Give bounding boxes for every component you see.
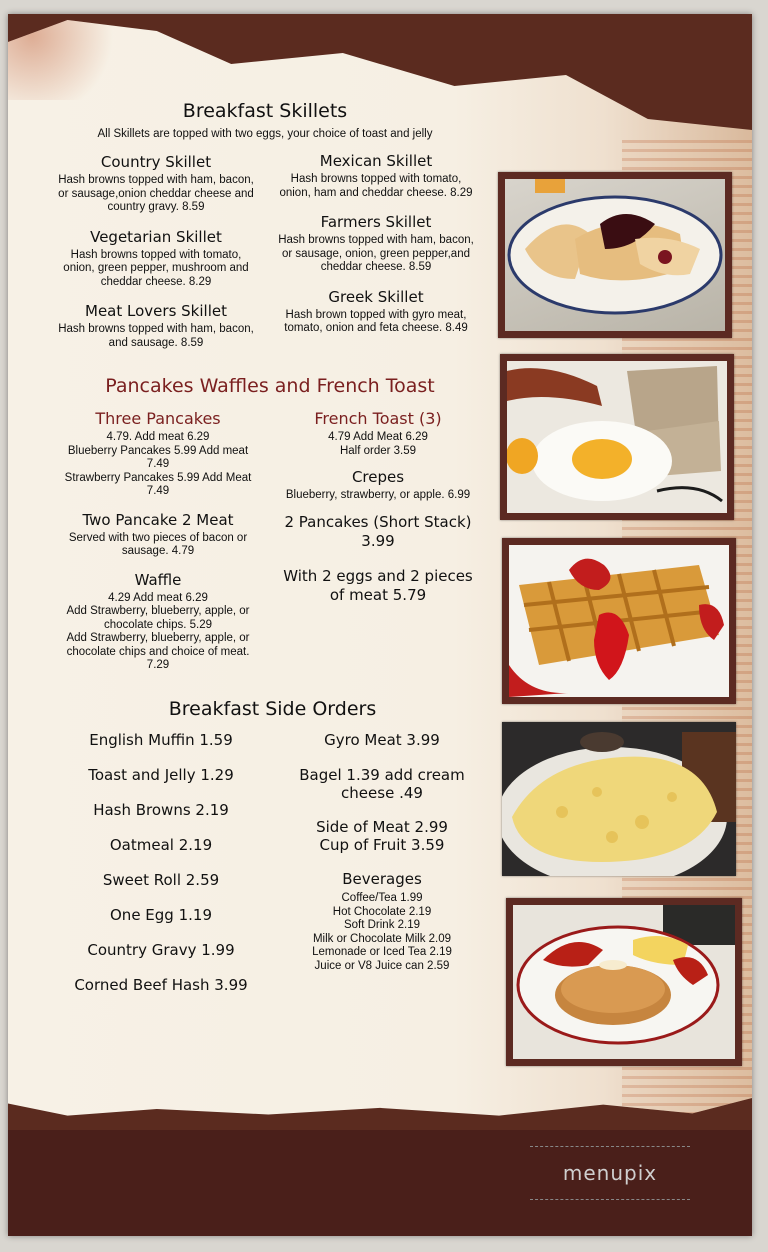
beverage-item: Soft Drink 2.19: [343, 919, 421, 931]
item-desc: Hash brown topped with gyro meat, tomato, onion and feta cheese. 8.49: [284, 308, 468, 334]
photo-eggs-bacon-toast: [500, 354, 734, 520]
photo-omelette: [502, 722, 736, 876]
omelette-illustration: [502, 722, 736, 876]
item-desc-line: Strawberry Pancakes 5.99 Add Meat 7.49: [64, 471, 252, 497]
beverage-item: Lemonade or Iced Tea 2.19: [312, 946, 452, 958]
item-desc-line: 4.79 Add Meat 6.29: [328, 431, 428, 443]
side-item: Corned Beef Hash 3.99: [74, 976, 248, 994]
photo-pancake-breakfast: [506, 898, 742, 1066]
item-desc-line: Add Strawberry, blueberry, apple, or chocolate chips and choice of meat. 7.29: [66, 632, 250, 671]
side-item: One Egg 1.19: [110, 906, 212, 924]
sides-left-column: [56, 731, 266, 994]
pancakes-right-column: [278, 409, 478, 618]
item-name: Meat Lovers Skillet: [85, 302, 227, 320]
item-name: With 2 eggs and 2 pieces of meat 5.79: [283, 566, 473, 604]
side-item: Sweet Roll 2.59: [102, 871, 220, 889]
item-desc: Served with two pieces of bacon or sausage. 4.79: [68, 531, 248, 557]
item-name: Mexican Skillet: [319, 152, 433, 170]
skillets-title: Breakfast Skillets: [182, 100, 348, 122]
item-desc: Hash browns topped with ham, bacon, or sausage,onion cheddar cheese and country gravy. 8.59: [58, 174, 254, 213]
menu-item: [56, 228, 256, 290]
beverage-item: Milk or Chocolate Milk 2.09: [312, 932, 452, 945]
pancakes-title: Pancakes Waffles and French Toast: [105, 375, 435, 397]
side-item: English Muffin 1.59: [89, 731, 233, 749]
item-desc-line: Blueberry Pancakes 5.99 Add meat 7.49: [67, 444, 249, 470]
item-name: Greek Skillet: [328, 287, 424, 306]
pancakes-left-column: [58, 409, 258, 686]
menu-item: [58, 511, 258, 559]
side-item: Cup of Fruit 3.59: [319, 836, 445, 854]
menu-item: [278, 409, 478, 458]
menu-item: [276, 152, 476, 200]
skillets-subtitle: All Skillets are topped with two eggs, your choice of toast and jelly: [97, 128, 433, 140]
side-item: Gyro Meat 3.99: [324, 731, 440, 749]
side-item: Oatmeal 2.19: [109, 836, 213, 854]
item-desc: Hash browns topped with tomato, onion, ham and cheddar cheese. 8.29: [279, 173, 473, 199]
waffle-illustration: [509, 545, 729, 697]
menupix-watermark: menupix: [530, 1146, 690, 1200]
pancake-plate-illustration: [513, 905, 735, 1059]
item-name: Vegetarian Skillet: [90, 227, 222, 246]
menu-item: [56, 153, 256, 215]
menu-item: [276, 288, 476, 336]
menu-item: [278, 567, 478, 605]
item-name: Farmers Skillet: [320, 213, 432, 231]
item-name: Crepes: [351, 468, 405, 486]
photo-crepes: [498, 172, 732, 338]
skillets-left-column: [56, 153, 256, 363]
menu-item: [58, 571, 258, 673]
eggs-toast-illustration: [507, 361, 727, 513]
side-item: Toast and Jelly 1.29: [88, 766, 234, 784]
photo-waffle: [502, 538, 736, 704]
item-name: 2 Pancakes (Short Stack) 3.99: [284, 512, 472, 550]
item-desc-line: 4.79. Add meat 6.29: [106, 431, 210, 443]
side-item: Bagel 1.39 add cream cheese .49: [299, 766, 465, 802]
item-desc-line: Half order 3.59: [339, 444, 417, 457]
item-name: Waffle: [134, 570, 182, 589]
beverage-item: Hot Chocolate 2.19: [332, 905, 432, 918]
item-desc-line: Add Strawberry, blueberry, apple, or chocolate chips. 5.29: [66, 605, 250, 631]
menu-item: [278, 468, 478, 503]
sides-right-column: [282, 731, 482, 973]
item-name: Three Pancakes: [95, 409, 221, 428]
crepes-plate-illustration: [505, 179, 725, 331]
item-desc-line: 4.29 Add meat 6.29: [108, 591, 208, 604]
item-desc: Hash browns topped with tomato, onion, green pepper, mushroom and cheddar cheese. 8.29: [63, 248, 249, 288]
menu-item: [56, 302, 256, 350]
item-desc: Hash browns topped with ham, bacon, or sausage, onion, green pepper,and cheddar cheese. 8.59: [278, 234, 474, 273]
beverage-item: Coffee/Tea 1.99: [341, 892, 423, 904]
beverage-item: Juice or V8 Juice can 2.59: [314, 959, 450, 972]
side-item: Side of Meat 2.99: [316, 818, 448, 836]
sides-title: Breakfast Side Orders: [168, 698, 377, 720]
item-desc: Hash browns topped with ham, bacon, and sausage. 8.59: [58, 323, 254, 349]
item-name: French Toast (3): [314, 409, 442, 428]
menu-item: [276, 213, 476, 275]
skillets-right-column: [276, 152, 476, 349]
item-name: Two Pancake 2 Meat: [82, 510, 234, 529]
item-desc: Blueberry, strawberry, or apple. 6.99: [285, 489, 471, 501]
item-name: Country Skillet: [100, 153, 212, 171]
beverages-title: Beverages: [342, 870, 422, 888]
side-item: Hash Browns 2.19: [93, 801, 229, 819]
menu-item: [278, 513, 478, 551]
menu-item: [58, 409, 258, 499]
side-item: Country Gravy 1.99: [87, 941, 235, 959]
